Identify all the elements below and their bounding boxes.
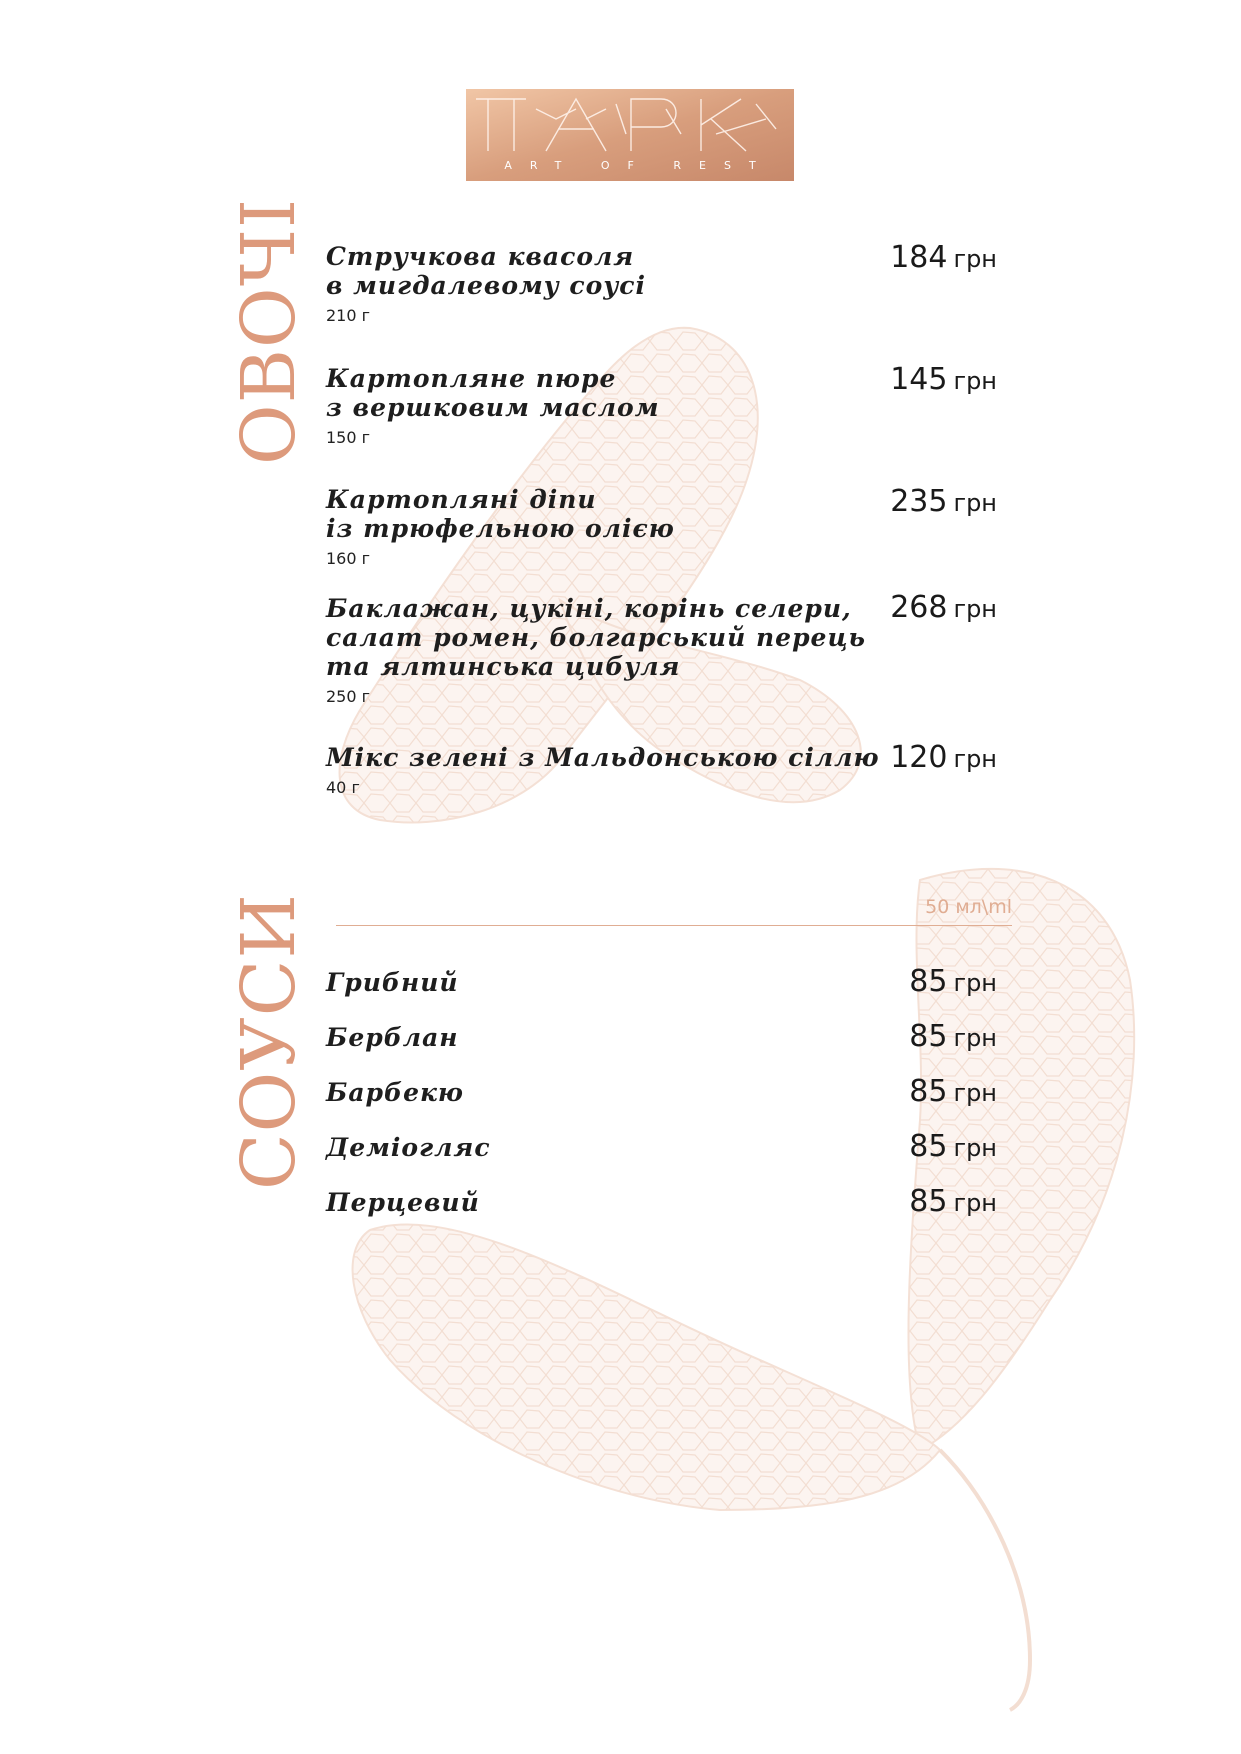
item-price: 184 грн [890, 240, 997, 275]
item-price: 145 грн [890, 362, 997, 397]
sauce-name: Барбекю [326, 1078, 464, 1107]
item-name: Картопляне пюре з вершковим маслом [326, 364, 660, 422]
item-name: Картопляні діпи із трюфельною олією [326, 485, 675, 543]
section-divider [336, 925, 1012, 926]
logo-subtitle: ART OF REST [504, 159, 774, 172]
volume-label: 50 мл\ml [925, 896, 1012, 918]
section-title-vegetables: ОВОЧІ [226, 197, 312, 465]
item-weight: 40 г [326, 778, 360, 797]
item-weight: 210 г [326, 306, 371, 325]
item-weight: 250 г [326, 687, 371, 706]
sauce-price: 85 грн [909, 964, 997, 999]
item-name: Стручкова квасоля в мигдалевому соусі [326, 242, 647, 300]
item-name: Мікс зелені з Мальдонською сіллю [326, 743, 880, 772]
sauce-price: 85 грн [909, 1129, 997, 1164]
sauce-name: Перцевий [326, 1188, 480, 1217]
item-weight: 150 г [326, 428, 371, 447]
brand-logo [466, 89, 794, 181]
item-price: 268 грн [890, 590, 997, 625]
item-name: Баклажан, цукіні, корінь селери, салат ромен, болгарський перець та ялтинська цибуля [326, 594, 867, 681]
section-title-sauces: СОУСИ [226, 893, 312, 1190]
sauce-name: Деміогляс [326, 1133, 491, 1162]
item-price: 235 грн [890, 484, 997, 519]
sauce-name: Берблан [326, 1023, 459, 1052]
sauce-price: 85 грн [909, 1074, 997, 1109]
item-price: 120 грн [890, 740, 997, 775]
sauce-price: 85 грн [909, 1019, 997, 1054]
sauce-name: Грибний [326, 968, 459, 997]
item-weight: 160 г [326, 549, 371, 568]
sauce-price: 85 грн [909, 1184, 997, 1219]
